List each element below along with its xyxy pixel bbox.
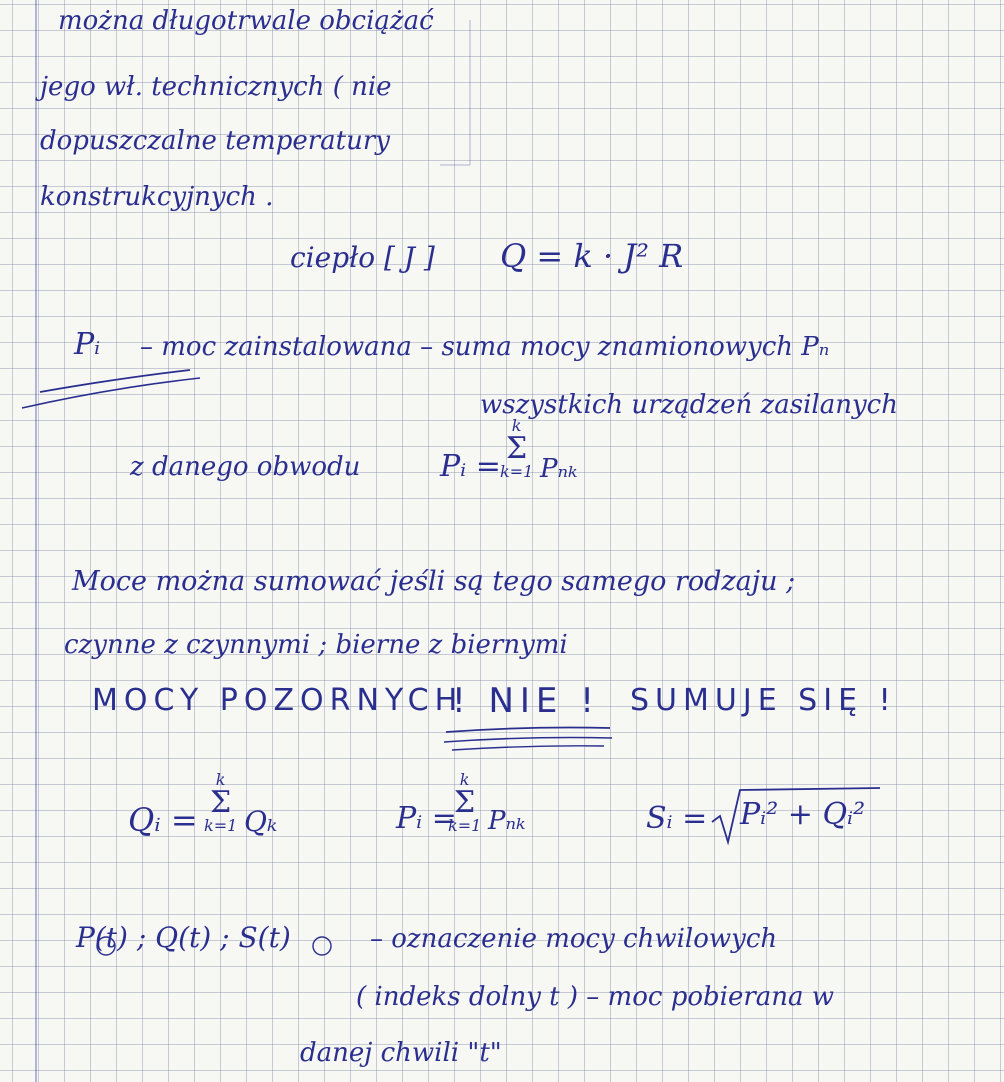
sumuje-sie: SUMUJE SIĘ ! bbox=[630, 683, 897, 718]
pi-underline-1 bbox=[40, 370, 190, 392]
moce-line: Moce można sumować jeśli są tego samego rodzaju ; bbox=[72, 566, 796, 597]
nie-underline-3 bbox=[452, 746, 604, 750]
note-line-1: można długotrwale obciążać bbox=[58, 6, 434, 36]
radical-sign bbox=[712, 788, 880, 842]
top-box-edge bbox=[440, 20, 470, 165]
s-radicand: Pᵢ² + Qᵢ² bbox=[740, 797, 866, 832]
nie-underline-1 bbox=[446, 728, 610, 733]
pi-definition: – moc zainstalowana – suma mocy znamionowych Pₙ bbox=[140, 332, 830, 362]
pi-underline-2 bbox=[22, 378, 200, 408]
nie-underline-2 bbox=[444, 738, 612, 743]
instant-definition: – oznaczenie mocy chwilowych bbox=[370, 924, 778, 954]
s-lhs: Sᵢ = bbox=[646, 801, 708, 836]
pi-symbol: Pᵢ bbox=[74, 327, 101, 362]
q-lhs: Qᵢ = bbox=[128, 801, 198, 839]
q-sigma-symbol: Σ bbox=[210, 785, 232, 820]
sum-lhs: Pᵢ = bbox=[440, 449, 501, 484]
t-circle-1 bbox=[97, 937, 115, 955]
mocy-pozornych: MOCY POZORNYCH bbox=[92, 683, 464, 718]
pi-definition-3: z danego obwodu bbox=[130, 452, 361, 482]
heat-formula: Q = k · J² R bbox=[500, 237, 684, 275]
p2-lhs: Pᵢ = bbox=[396, 801, 457, 836]
q-term: Qₖ bbox=[244, 805, 278, 838]
q-sum-upper-limit: k bbox=[215, 770, 226, 789]
sum-term: Pₙₖ bbox=[540, 454, 578, 484]
instant-definition-2: ( indeks dolny t ) – moc pobierana w bbox=[356, 982, 835, 1012]
sigma-symbol: Σ bbox=[506, 431, 528, 466]
heat-label: ciepło [ J ] bbox=[290, 241, 435, 274]
czynne-line: czynne z czynnymi ; bierne z biernymi bbox=[64, 630, 568, 660]
sum-upper-limit: k bbox=[511, 416, 522, 435]
sum-lower-limit: k=1 bbox=[500, 462, 534, 481]
nie-emphasis: ! NIE ! bbox=[452, 681, 600, 721]
note-line-4: konstrukcyjnych . bbox=[40, 182, 274, 212]
t-circle-3 bbox=[313, 937, 331, 955]
pi-definition-2: wszystkich urządzeń zasilanych bbox=[480, 390, 898, 420]
p2-term: Pₙₖ bbox=[488, 806, 526, 836]
q-sum-lower-limit: k=1 bbox=[204, 816, 238, 835]
p2-sigma-symbol: Σ bbox=[454, 785, 476, 820]
instant-symbols: P(t) ; Q(t) ; S(t) bbox=[76, 921, 291, 954]
p2-sum-upper-limit: k bbox=[459, 770, 470, 789]
note-line-3: dopuszczalne temperatury bbox=[40, 126, 390, 156]
p2-sum-lower-limit: k=1 bbox=[448, 816, 482, 835]
note-line-2: jego wł. technicznych ( nie bbox=[40, 72, 392, 102]
instant-definition-3: danej chwili "t" bbox=[300, 1038, 502, 1068]
